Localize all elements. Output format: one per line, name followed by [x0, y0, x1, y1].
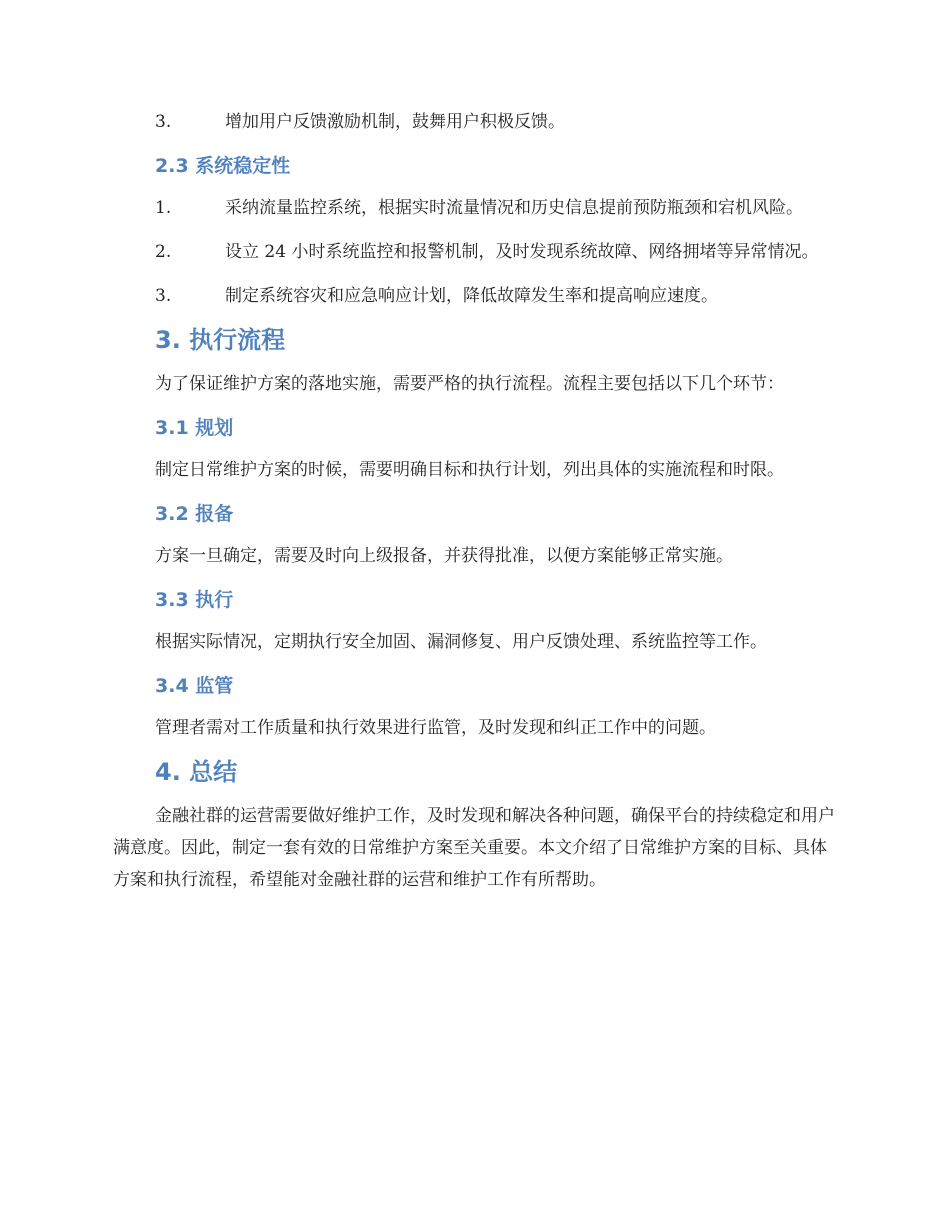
section-heading: 3.4 监管: [155, 675, 234, 697]
list-item: [113, 280, 839, 312]
paragraph: 金融社群的运营需要做好维护工作，及时发现和解决各种问题，确保平台的持续稳定和用户满意度。因此，制定一套有效的日常维护方案至关重要。本文介绍了日常维护方案的目标、具体方案和执行流程，希望能对金融社群的运营和维护工作有所帮助。: [113, 806, 835, 890]
list-number: 2.: [155, 242, 172, 262]
section-heading: 2.3 系统稳定性: [155, 155, 291, 177]
list-text: 制定系统容灾和应急响应计划，降低故障发生率和提高响应速度。: [225, 286, 718, 306]
paragraph: 方案一旦确定，需要及时向上级报备，并获得批准，以便方案能够正常实施。: [155, 546, 733, 566]
list-text: 设立 24 小时系统监控和报警机制，及时发现系统故障、网络拥堵等异常情况。: [225, 242, 819, 262]
paragraph: 制定日常维护方案的时候，需要明确目标和执行计划，列出具体的实施流程和时限。: [155, 460, 784, 480]
list-number: 3.: [155, 112, 172, 132]
list-text: 增加用户反馈激励机制，鼓舞用户积极反馈。: [225, 112, 565, 132]
document-body: [113, 106, 839, 908]
section-heading: 3.1 规划: [155, 417, 234, 439]
paragraph: 根据实际情况，定期执行安全加固、漏洞修复、用户反馈处理、系统监控等工作。: [155, 632, 767, 652]
chapter-heading: 4. 总结: [155, 758, 238, 786]
list-item: [113, 106, 839, 138]
list-item: [113, 192, 839, 224]
paragraph: 管理者需对工作质量和执行效果进行监管，及时发现和纠正工作中的问题。: [155, 718, 716, 738]
paragraph: 为了保证维护方案的落地实施，需要严格的执行流程。流程主要包括以下几个环节：: [155, 374, 784, 394]
list-number: 1.: [155, 198, 172, 218]
section-heading: 3.3 执行: [155, 589, 234, 611]
chapter-heading: 3. 执行流程: [155, 326, 286, 354]
list-item: [113, 236, 839, 268]
list-text: 采纳流量监控系统，根据实时流量情况和历史信息提前预防瓶颈和宕机风险。: [225, 198, 803, 218]
list-number: 3.: [155, 286, 172, 306]
section-heading: 3.2 报备: [155, 503, 234, 525]
